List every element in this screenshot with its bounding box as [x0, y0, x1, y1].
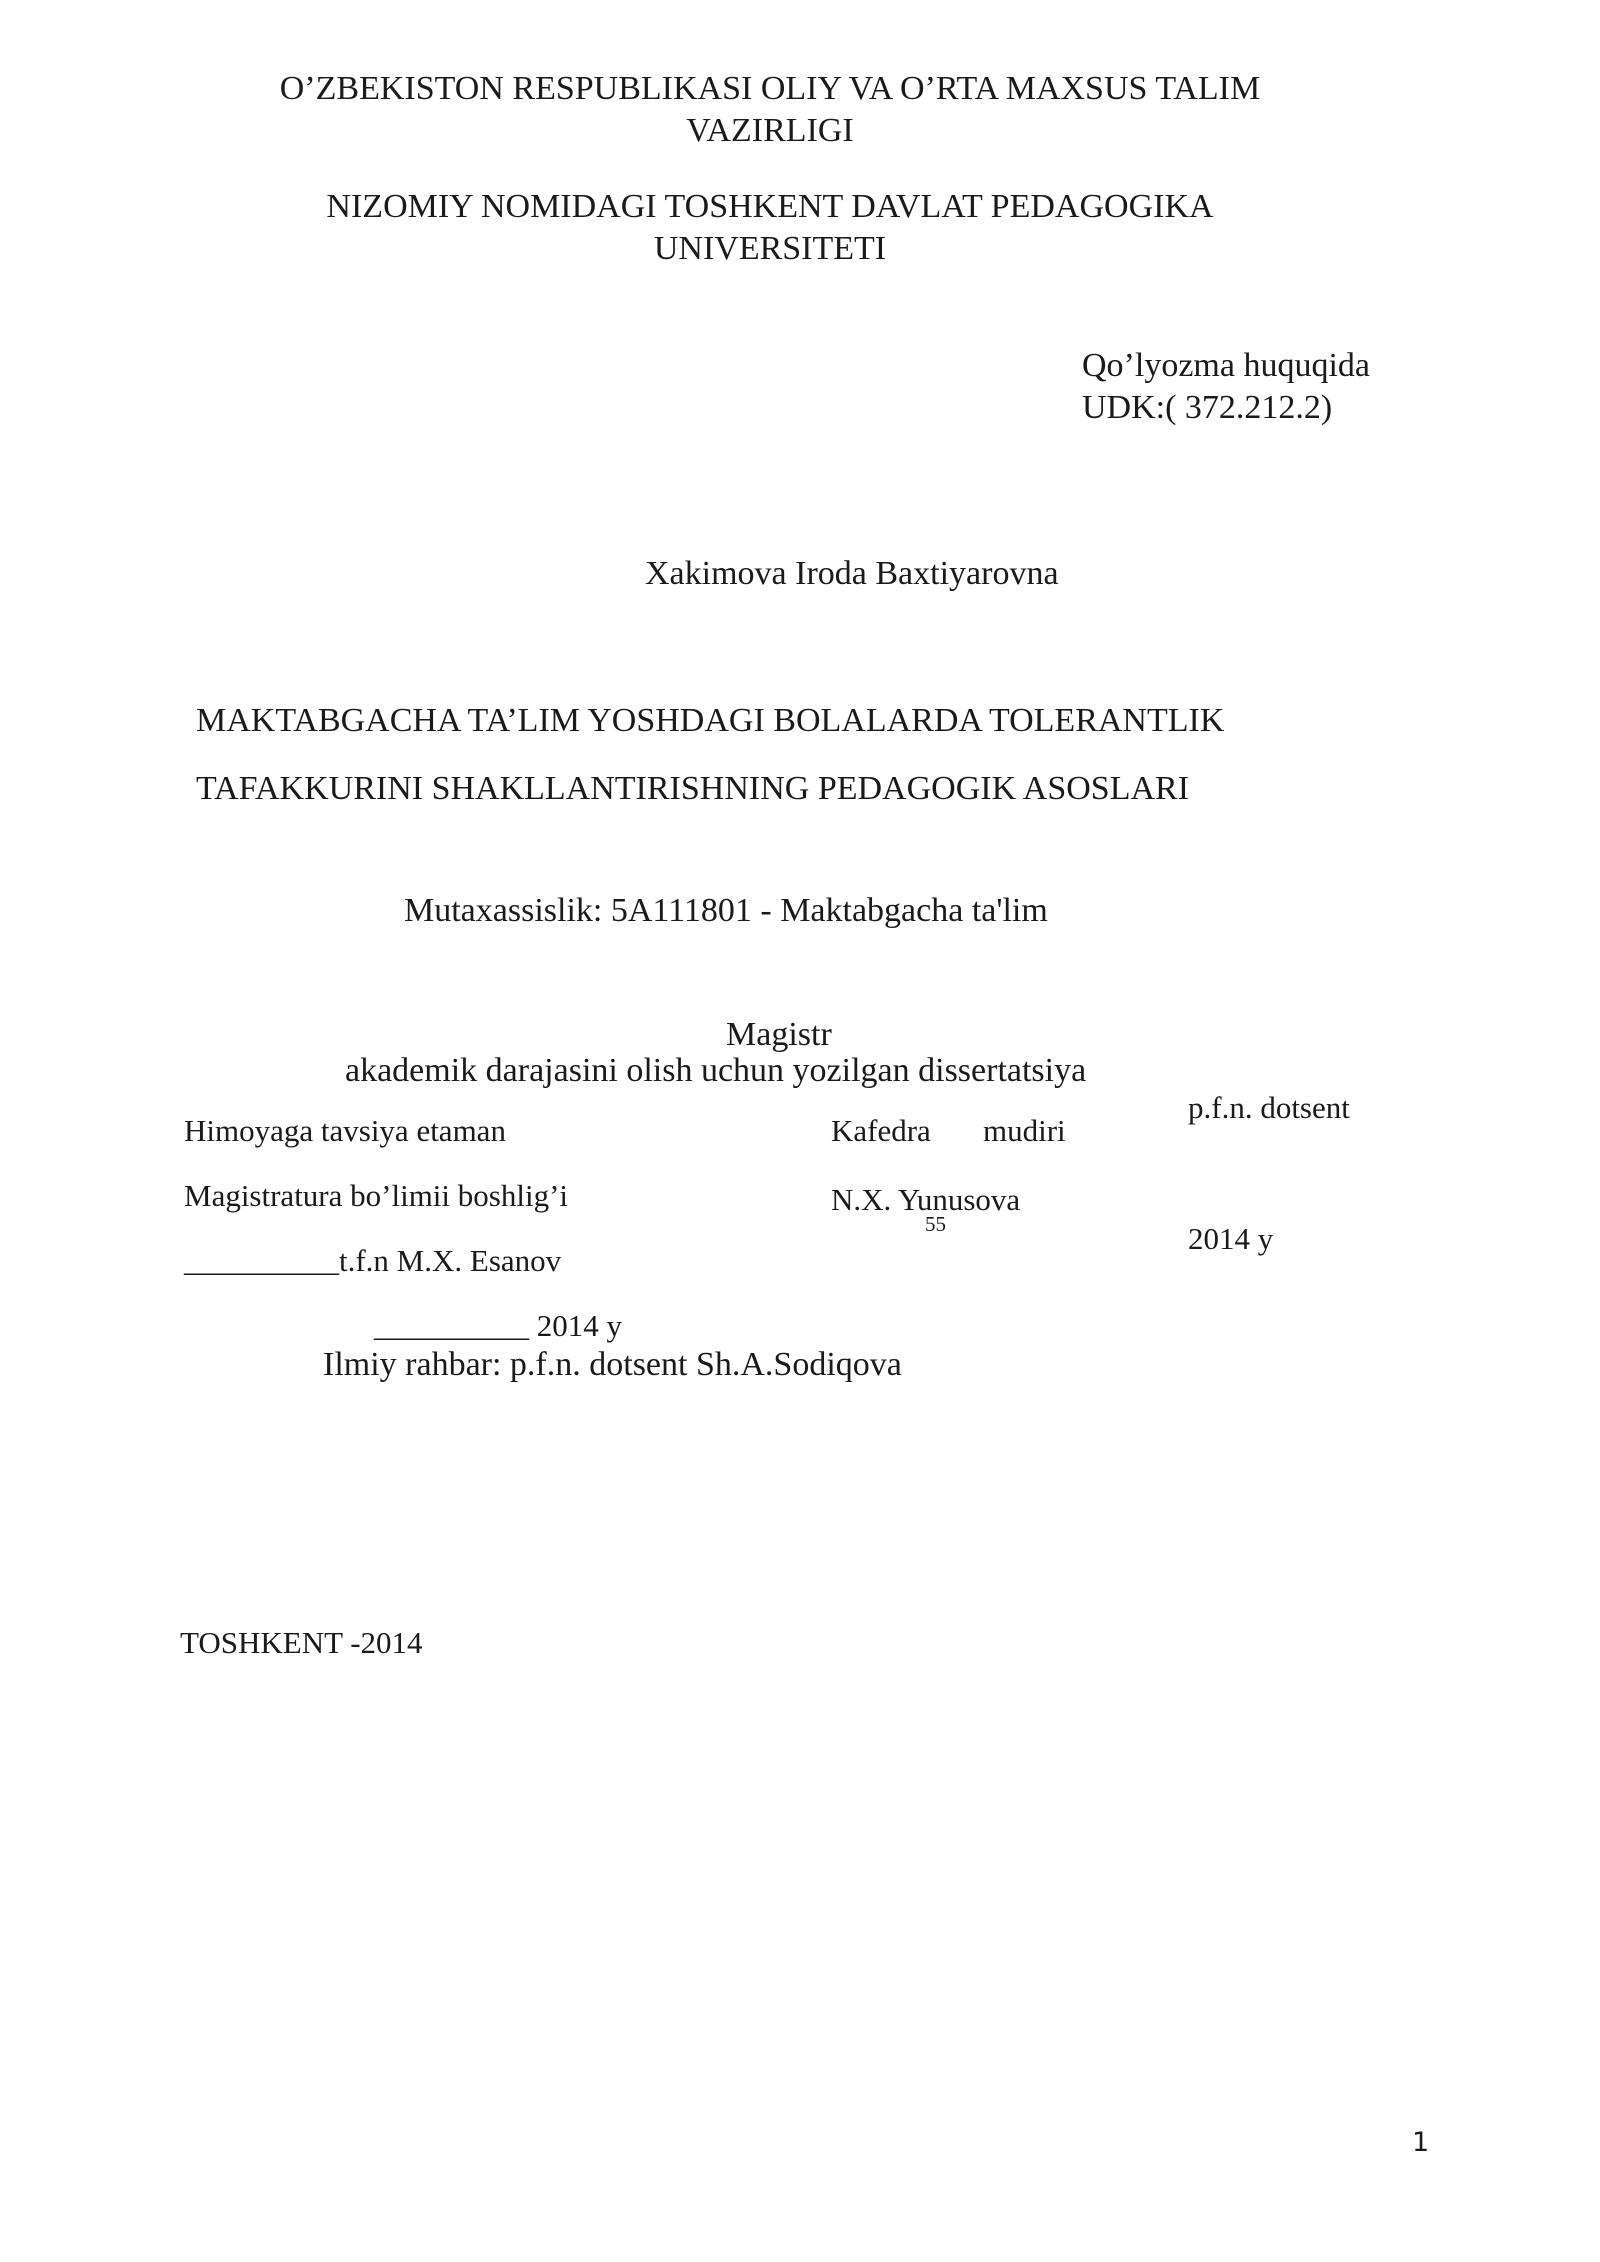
udk-code: UDK:( 372.212.2) [1082, 389, 1333, 426]
recommend-label: Himoyaga tavsiya etaman [184, 1113, 506, 1148]
university-heading [0, 186, 1540, 270]
specialty: Mutaxassislik: 5A111801 - Maktabgacha ta'lim [404, 892, 1048, 929]
page-number: 1 [1412, 2127, 1430, 2158]
ministry-line-2: VAZIRLIGI [686, 112, 854, 149]
degree-line-2: akademik darajasini olish uchun yozilgan dissertatsiya [345, 1052, 1087, 1089]
department-label: Kafedra [831, 1113, 931, 1148]
manuscript-rights-block [1082, 345, 1370, 429]
thesis-title-line-2: TAFAKKURINI SHAKLLANTIRISHNING PEDAGOGIK ASOSLARI [196, 770, 1190, 807]
department-head-label: mudiri [983, 1113, 1066, 1148]
university-line-2: UNIVERSITETI [653, 230, 887, 267]
degree-line-1: Magistr [726, 1016, 832, 1053]
scientific-supervisor: Ilmiy rahbar: p.f.n. dotsent Sh.A.Sodiqova [323, 1346, 902, 1383]
department-head-name: N.X. Yunusova [831, 1182, 1021, 1217]
thesis-title-line-1: MAKTABGACHA TA’LIM YOSHDAGI BOLALARDA TOLERANTLIK [196, 702, 1225, 739]
city-year: TOSHKENT -2014 [180, 1625, 423, 1660]
university-line-1: NIZOMIY NOMIDAGI TOSHKENT DAVLAT PEDAGOGIKA [326, 188, 1214, 225]
small-number-mark: 55 [925, 1212, 946, 1236]
manuscript-label: Qo’lyozma huquqida [1082, 347, 1370, 384]
ministry-line-1: O’ZBEKISTON RESPUBLIKASI OLIY VA O’RTA MAXSUS TALIM [279, 70, 1261, 107]
ministry-heading [0, 68, 1540, 152]
magistracy-head-signature: __________t.f.n M.X. Esanov [184, 1243, 562, 1278]
magistracy-approval-date: __________ 2014 y [374, 1308, 622, 1343]
author-name: Xakimova Iroda Baxtiyarovna [645, 555, 1059, 592]
department-approval-date: 2014 y [1188, 1221, 1274, 1256]
department-head-rank: p.f.n. dotsent [1188, 1090, 1350, 1125]
magistracy-head-title: Magistratura bo’limii boshlig’i [184, 1178, 569, 1213]
